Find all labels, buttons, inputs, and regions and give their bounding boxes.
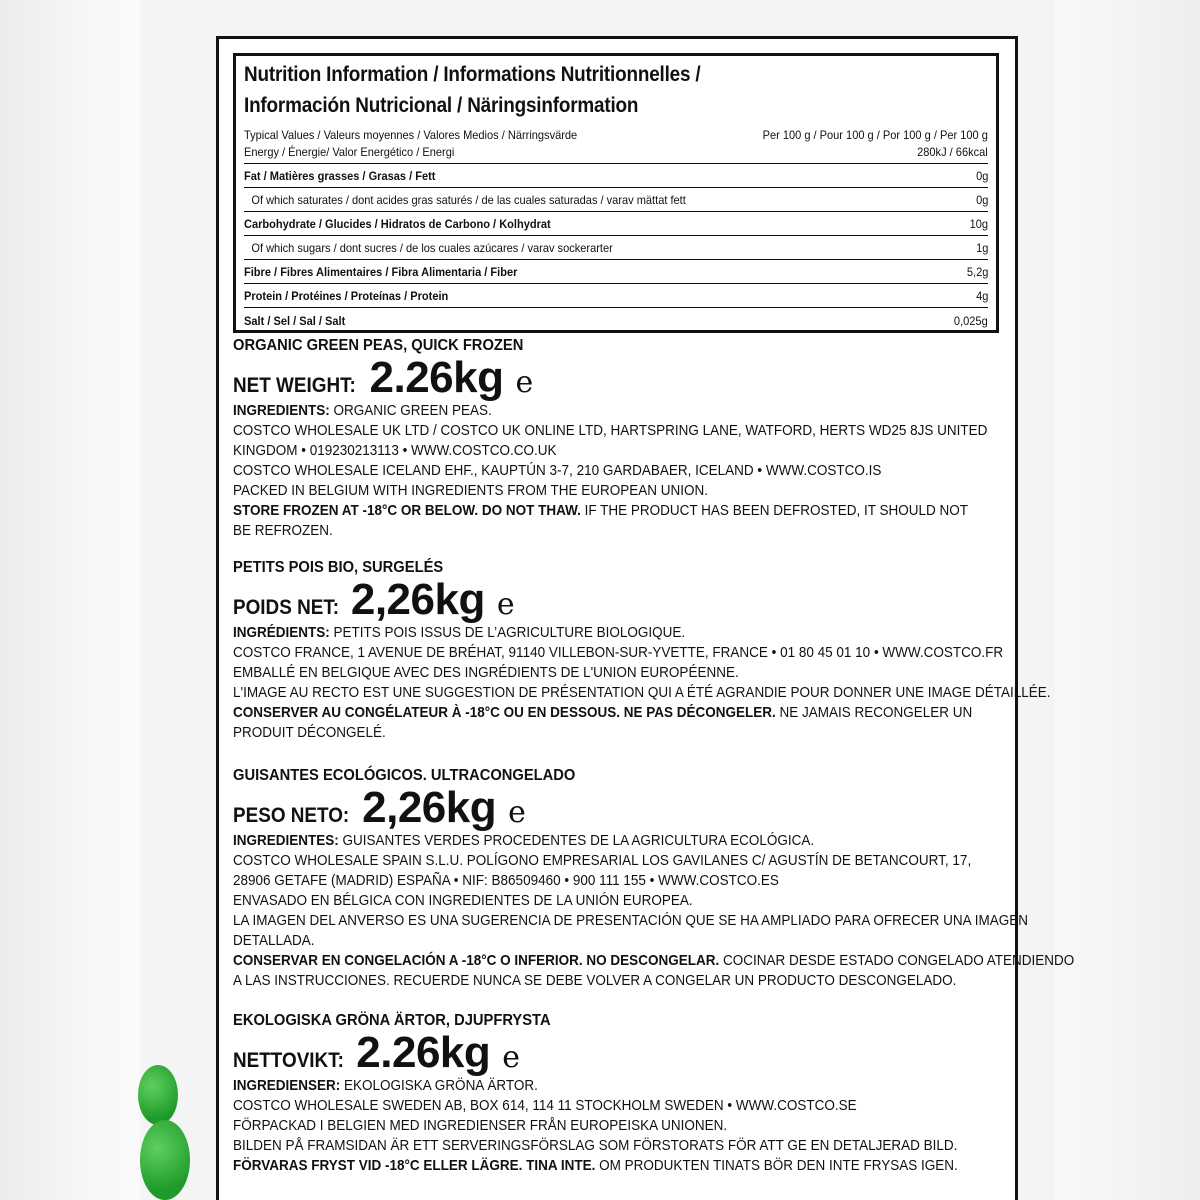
nutrition-row-sugars	[244, 236, 988, 260]
section-english	[233, 337, 1013, 541]
storage-text: IF THE PRODUCT HAS BEEN DEFROSTED, IT SHOULD NOT	[580, 502, 968, 519]
section-swedish	[233, 1012, 1013, 1176]
net-weight-value: 2,26kg	[362, 783, 497, 832]
address-line: KINGDOM • 019230213113 • WWW.COSTCO.CO.UK	[233, 442, 557, 459]
net-weight-label: PESO NETO:	[233, 804, 350, 827]
nutrition-value: 5,2g	[966, 265, 988, 279]
storage-bold: CONSERVER AU CONGÉLATEUR À -18°C OU EN DESSOUS. NE PAS DÉCONGELER.	[233, 704, 776, 721]
green-pea-image	[138, 1065, 178, 1125]
ingredients-line	[233, 401, 935, 421]
nutrition-label: Of which sugars / dont sucres / de los cuales azúcares / varav sockerarter	[251, 241, 613, 255]
e-mark-symbol: e	[502, 1040, 521, 1075]
storage-line	[233, 501, 968, 521]
green-pea-image	[140, 1120, 190, 1200]
storage-line	[233, 703, 973, 723]
address-line: COSTCO WHOLESALE SPAIN S.L.U. POLÍGONO EMPRESARIAL LOS GAVILANES C/ AGUSTÍN DE BETANCOURT, 17,	[233, 852, 972, 869]
address-line: COSTCO WHOLESALE ICELAND EHF., KAUPTÚN 3-7, 210 GARDABAER, ICELAND • WWW.COSTCO.IS	[233, 462, 882, 479]
nutrition-label: Fat / Matières grasses / Grasas / Fett	[244, 169, 436, 183]
image-note-line: L'IMAGE AU RECTO EST UNE SUGGESTION DE PRÉSENTATION QUI A ÉTÉ AGRANDIE POUR DONNER UNE IMAGE DÉTAILLÉE.	[233, 684, 1051, 701]
nutrition-value: 0g	[975, 169, 988, 183]
product-title: ORGANIC GREEN PEAS, QUICK FROZEN	[233, 337, 524, 354]
nutrition-value: 1g	[975, 241, 988, 255]
e-mark-symbol: e	[508, 795, 526, 830]
nutrition-label: Of which saturates / dont acides gras saturés / de las cuales saturadas / varav mättat fett	[251, 193, 686, 207]
net-weight-value: 2.26kg	[369, 353, 504, 402]
background-right	[1055, 0, 1200, 1200]
background-left	[0, 0, 140, 1200]
nutrition-value: 0g	[975, 193, 988, 207]
address-line: COSTCO WHOLESALE SWEDEN AB, BOX 614, 114 11 STOCKHOLM SWEDEN • WWW.COSTCO.SE	[233, 1097, 857, 1114]
net-weight-label: NET WEIGHT:	[233, 374, 356, 397]
ingredients-text: EKOLOGISKA GRÖNA ÄRTOR.	[344, 1077, 538, 1094]
nutrition-title-line1: Nutrition Information / Informations Nutritionnelles /	[244, 63, 701, 86]
storage-text: OM PRODUKTEN TINATS BÖR DEN INTE FRYSAS IGEN.	[595, 1157, 958, 1174]
nutrition-label: Energy / Énergie/ Valor Energético / Energi	[244, 145, 455, 159]
storage-line-2: A LAS INSTRUCCIONES. RECUERDE NUNCA SE DEBE VOLVER A CONGELAR UN PRODUCTO DESCONGELADO.	[233, 972, 957, 989]
address-line: COSTCO FRANCE, 1 AVENUE DE BRÉHAT, 91140 VILLEBON-SUR-YVETTE, FRANCE • 01 80 45 01 10 • WWW.COSTCO.FR	[233, 644, 1004, 661]
nutrition-row-salt	[244, 308, 988, 332]
storage-text: COCINAR DESDE ESTADO CONGELADO ATENDIENDO	[719, 952, 1075, 969]
packed-line: FÖRPACKAD I BELGIEN MED INGREDIENSER FRÅN EUROPEISKA UNIONEN.	[233, 1117, 728, 1134]
nutrition-value: 280kJ / 66kcal	[917, 145, 988, 159]
nutrition-header-label: Typical Values / Valeurs moyennes / Valores Medios / Närringsvärde	[244, 128, 578, 142]
product-title: GUISANTES ECOLÓGICOS. ULTRACONGELADO	[233, 767, 576, 784]
nutrition-header-row	[244, 126, 988, 146]
nutrition-table	[233, 53, 999, 333]
net-weight-value: 2,26kg	[350, 575, 485, 624]
ingredients-label: INGREDIENTS:	[233, 402, 330, 419]
nutrition-label: Salt / Sel / Sal / Salt	[244, 314, 346, 328]
nutrition-row-protein	[244, 284, 988, 308]
storage-bold: STORE FROZEN AT -18°C OR BELOW. DO NOT THAW.	[233, 502, 581, 519]
net-weight	[233, 355, 1013, 401]
ingredients-text: PETITS POIS ISSUS DE L’AGRICULTURE BIOLOGIQUE.	[333, 624, 686, 641]
nutrition-row-energy	[244, 146, 988, 164]
nutrition-row-fat	[244, 164, 988, 188]
nutrition-label: Protein / Protéines / Proteínas / Protein	[244, 289, 449, 303]
storage-text: NE JAMAIS RECONGELER UN	[775, 704, 973, 721]
ingredients-line	[233, 623, 935, 643]
image-note-line-2: DETALLADA.	[233, 932, 315, 949]
nutrition-value: 0,025g	[954, 314, 988, 328]
packed-line: EMBALLÉ EN BELGIQUE AVEC DES INGRÉDIENTS DE L'UNION EUROPÉENNE.	[233, 664, 739, 681]
net-weight	[233, 785, 1013, 831]
net-weight-label: POIDS NET:	[233, 596, 340, 619]
nutrition-row-fibre	[244, 260, 988, 284]
nutrition-label: Carbohydrate / Glucides / Hidratos de Carbono / Kolhydrat	[244, 217, 551, 231]
e-mark-symbol: e	[496, 587, 515, 622]
storage-bold: FÖRVARAS FRYST VID -18°C ELLER LÄGRE. TINA INTE.	[233, 1157, 596, 1174]
product-title: PETITS POIS BIO, SURGELÉS	[233, 559, 444, 576]
address-line: COSTCO WHOLESALE UK LTD / COSTCO UK ONLINE LTD, HARTSPRING LANE, WATFORD, HERTS WD25 8JS UNITED	[233, 422, 988, 439]
ingredients-line	[233, 831, 935, 851]
storage-line-2: PRODUIT DÉCONGELÉ.	[233, 724, 386, 741]
nutrition-row-carbohydrate	[244, 212, 988, 236]
section-spanish	[233, 767, 1075, 991]
net-weight-value: 2.26kg	[356, 1028, 491, 1077]
storage-line	[233, 1156, 958, 1176]
nutrition-value: 4g	[975, 289, 988, 303]
packed-line: PACKED IN BELGIUM WITH INGREDIENTS FROM THE EUROPEAN UNION.	[233, 482, 709, 499]
net-weight	[233, 577, 1013, 623]
image-note-line: BILDEN PÅ FRAMSIDAN ÄR ETT SERVERINGSFÖRSLAG SOM FÖRSTORATS FÖR ATT GE EN DETALJERAD BILD.	[233, 1137, 958, 1154]
ingredients-label: INGREDIENTES:	[233, 832, 339, 849]
section-french	[233, 559, 1051, 743]
packed-line: ENVASADO EN BÉLGICA CON INGREDIENTES DE LA UNIÓN EUROPEA.	[233, 892, 693, 909]
nutrition-row-saturates	[244, 188, 988, 212]
storage-bold: CONSERVAR EN CONGELACIÓN A -18°C O INFERIOR. NO DESCONGELAR.	[233, 952, 720, 969]
net-weight	[233, 1030, 1013, 1076]
ingredients-text: GUISANTES VERDES PROCEDENTES DE LA AGRICULTURA ECOLÓGICA.	[342, 832, 815, 849]
storage-line-2: BE REFROZEN.	[233, 522, 333, 539]
nutrition-value: 10g	[969, 217, 988, 231]
ingredients-label: INGRÉDIENTS:	[233, 624, 330, 641]
net-weight-label: NETTOVIKT:	[233, 1049, 344, 1072]
ingredients-line	[233, 1076, 935, 1096]
image-note-line: LA IMAGEN DEL ANVERSO ES UNA SUGERENCIA DE PRESENTACIÓN QUE SE HA AMPLIADO PARA OFRECER UNA IMAGEN	[233, 912, 1028, 929]
ingredients-text: ORGANIC GREEN PEAS.	[333, 402, 492, 419]
nutrition-title-line2: Información Nutricional / Näringsinformation	[244, 94, 639, 117]
product-title: EKOLOGISKA GRÖNA ÄRTOR, DJUPFRYSTA	[233, 1012, 551, 1029]
nutrition-label: Fibre / Fibres Alimentaires / Fibra Alimentaria / Fiber	[244, 265, 518, 279]
e-mark-symbol: e	[515, 365, 534, 400]
label-panel	[216, 36, 1075, 1200]
address-line: 28906 GETAFE (MADRID) ESPAÑA • NIF: B86509460 • 900 111 155 • WWW.COSTCO.ES	[233, 872, 779, 889]
ingredients-label: INGREDIENSER:	[233, 1077, 341, 1094]
storage-line	[233, 951, 1075, 971]
nutrition-header-value: Per 100 g / Pour 100 g / Por 100 g / Per 100 g	[762, 128, 988, 142]
